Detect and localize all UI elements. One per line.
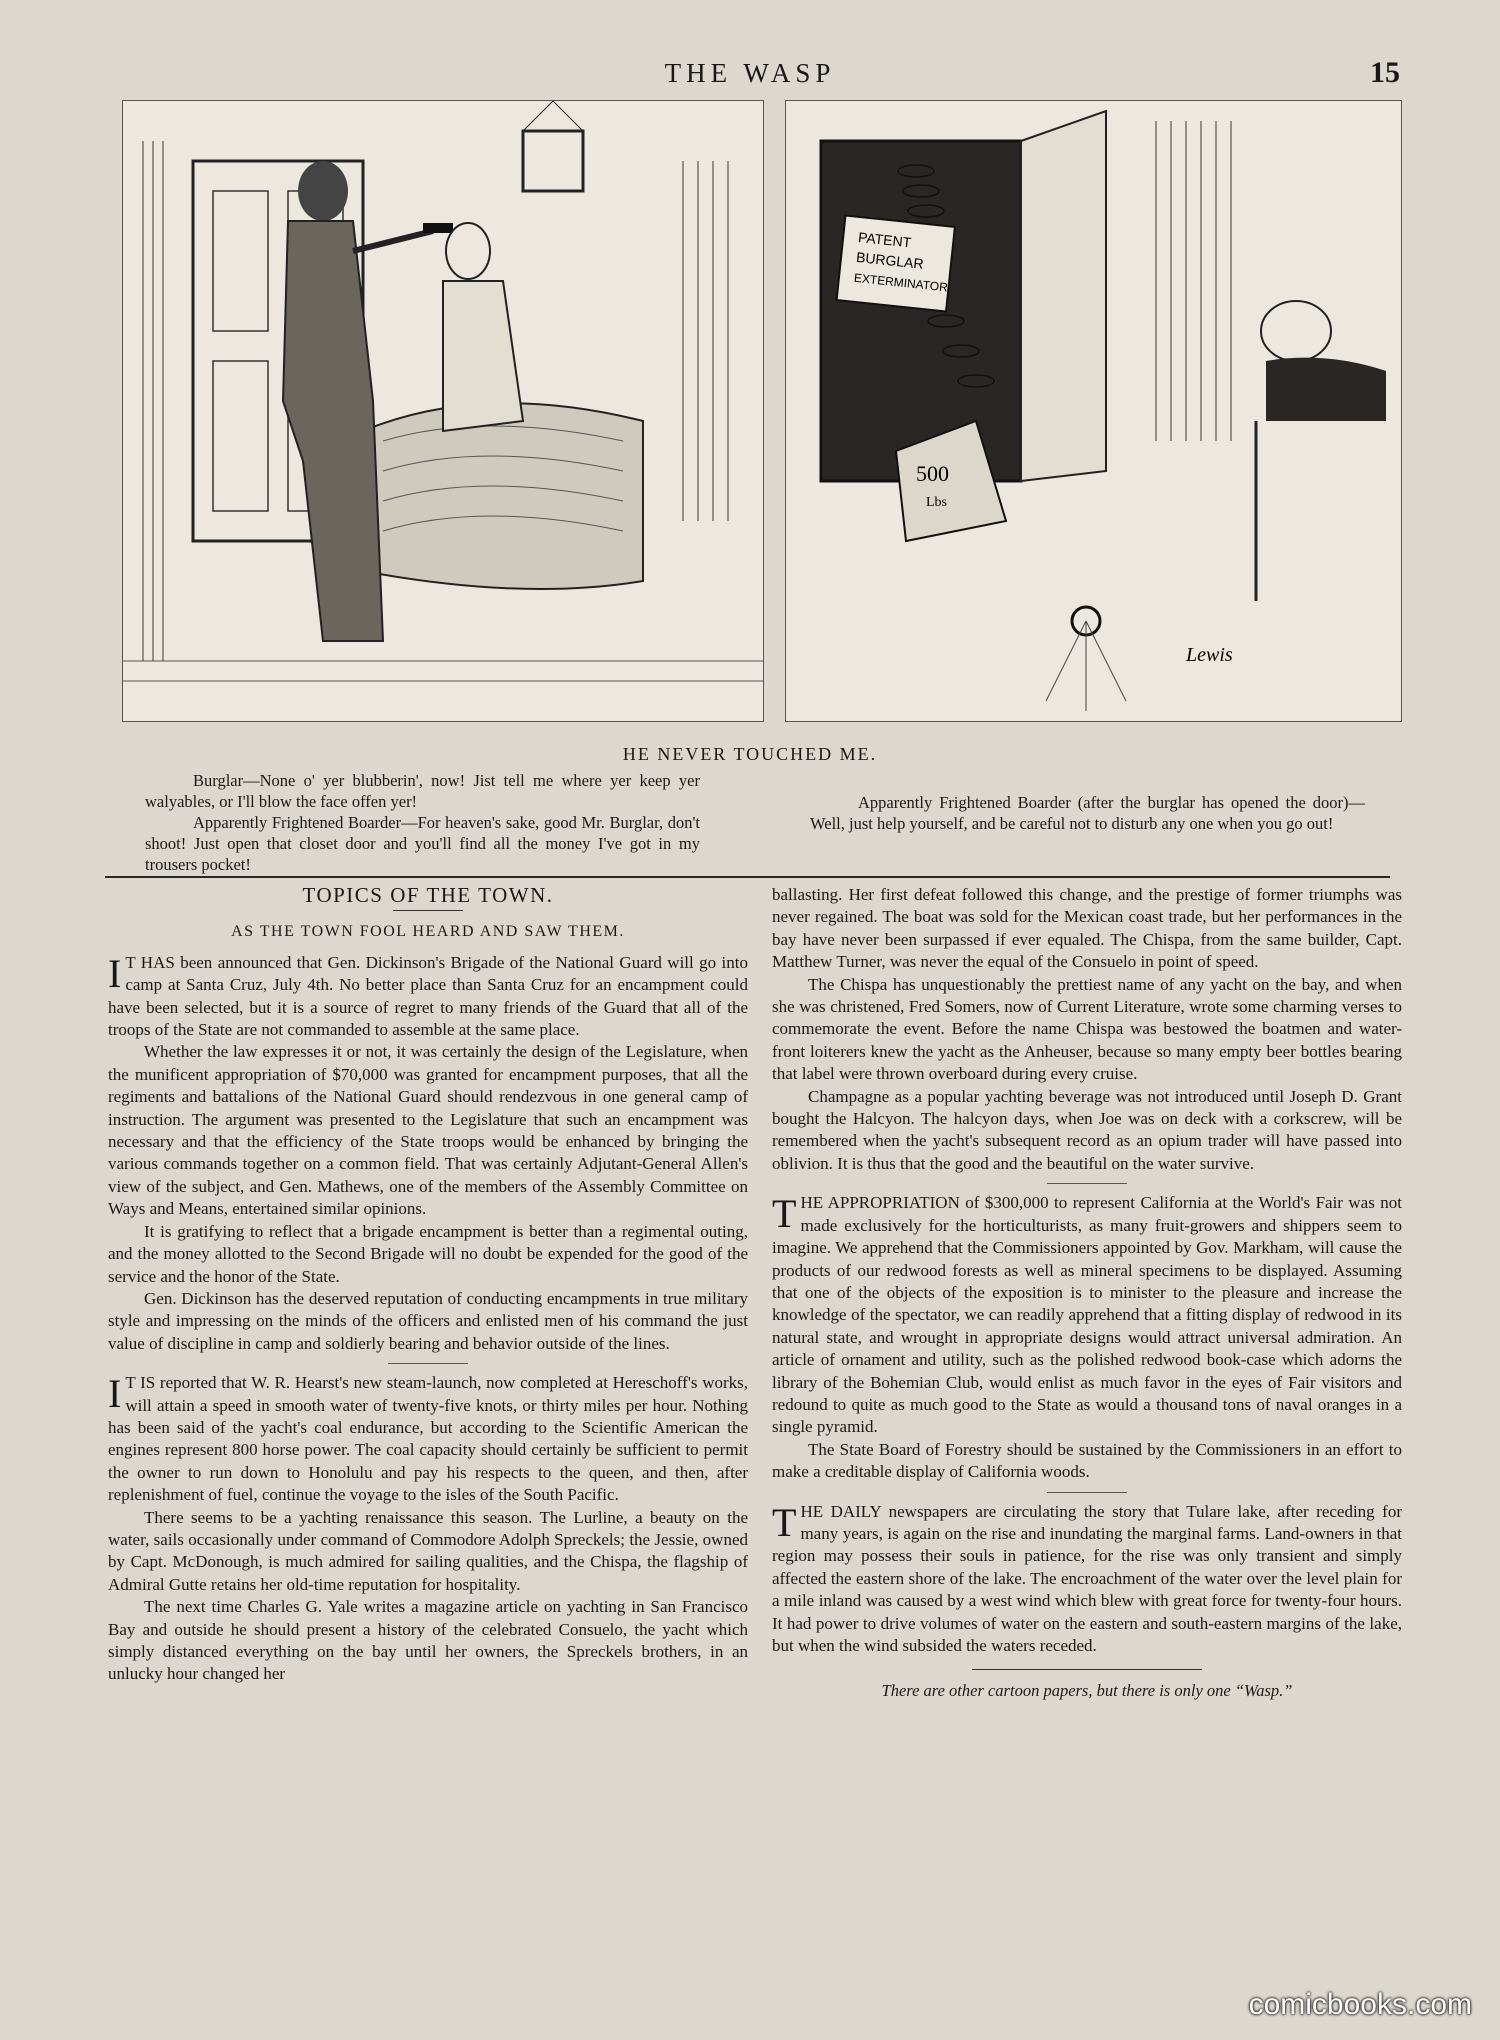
paragraph-text: The next time Charles G. Yale writes a magazine article on yachting in San Francisco Bay and outside he should present a history of the celebrated Consuelo, the yacht which simply distanced everything on the bay until her owners, the Spreckels brothers, in an unlucky hour changed her [108,1597,748,1684]
article-paragraph [108,1507,748,1597]
caption-burglar: Burglar—None o' yer blubberin', now! Jist tell me where yer keep yer walyables, or I'll blow the face offen yer! [145,771,700,811]
divider-rule [105,876,1390,878]
watermark: comicbooks.com [1248,1988,1472,2021]
paragraph-text: Gen. Dickinson has the deserved reputation of conducting encampments in true military style and impressing on the minds of the officers and enlisted men of his command the just value of discipline in camp and soldierly bearing and behavior outside of the lines. [108,1288,748,1353]
drop-cap: T [772,1499,797,1545]
paragraph-text: T HAS been announced that Gen. Dickinson's Brigade of the National Guard will go into camp at Santa Cruz, July 4th. No better place than Santa Cruz for an encampment could have been selected, but it is a source of regret to many friends of the Guard that all of the troops of the State are not commanded to assemble at the same place. [108,952,748,1040]
caption-boarder-reply: Apparently Frightened Boarder—For heaven's sake, good Mr. Burglar, don't shoot! Just open that closet door and you'll find all the money I've got in my trousers pocket! [145,813,700,874]
paragraph-text: The Chispa has unquestionably the prettiest name of any yacht on the bay, and when she was christened, Fred Somers, now of Current Literature, wrote some charming verses to commemorate the event. Before the name Chispa was bestowed the boatmen and water-front loiterers knew the yacht as the Anheuser, because so many empty beer bottles bearing that label were thrown overboard during every cruise. [772,974,1402,1084]
article-paragraph [108,1221,748,1288]
drop-cap: I [108,950,122,996]
sign-line-1: PATENT [857,228,913,251]
paragraph-text: Champagne as a popular yachting beverage was not introduced until Joseph D. Grant bought the Halcyon. The halcyon days, when Joe was on deck with a corkscrew, will be remembered when the yacht's subsequent record as an opium trader will have passed into oblivion. It is thus that the good and the beautiful on the water survive. [772,1086,1402,1173]
article-left-column [108,884,748,1686]
drop-cap: T [772,1191,797,1237]
closing-line: There are other cartoon papers, but there is only one “Wasp.” [881,1681,1293,1701]
section-separator [1047,1492,1127,1493]
paragraph-text: HE APPROPRIATION of $300,000 to represent California at the World's Fair was not made exclusively for the horticulturists, as many fruit-growers and shippers seem to imagine. We apprehend that the Commissioners appointed by Gov. Markham, will cause the products of our redwood forests as well as mineral specimens to be displayed. Assuming that one of the objects of the exposition is to minister to the pleasure and increase the knowledge of the spectator, we can readily apprehend that a fitting display of redwood in its natural state, and wrought in appropriate designs would attract universal admiration. An article of ornament and utility, such as the polished redwood book-case which adorns the library of the Bohemian Club, would enlist as much favor in the eyes of Fair visitors and redound to quite as much good to the State as would a thousand tons of naval oranges in a single pyramid. [772,1193,1402,1437]
section-separator [1047,1183,1127,1184]
cartoon-panel-left [122,100,764,722]
article-paragraph [108,1596,748,1686]
article-subtitle: AS THE TOWN FOOL HEARD AND SAW THEM. [231,923,625,941]
caption-right [810,792,1365,834]
article-paragraph [108,1372,748,1506]
article-paragraph [108,1288,748,1355]
article-title: TOPICS OF THE TOWN. [302,883,554,907]
burglar-threatening-illustration [123,101,763,721]
paragraph-text: It is gratifying to reflect that a brigade encampment is better than a regimental outing, and the money allotted to the Second Brigade will no doubt be expended for the good of the service and the honor of the State. [108,1221,748,1286]
paragraph-text: HE DAILY newspapers are circulating the story that Tulare lake, after receding for many years, is again on the rise and inundating the marginal farms. Land-owners in that region may possess their souls in patience, for the rise was only transient and simply affected the eastern shore of the lake. The encroachment of the water over the level plain for a mile inland was caused by a west wind which blew with great force for twenty-four hours. It had power to drive volumes of water on the eastern and south-eastern margins of the lake, but when the wind subsided the waters receded. [772,1501,1402,1655]
article-paragraph [772,1192,1402,1438]
closing-rule [972,1669,1202,1670]
burglar-exterminator-illustration [786,101,1401,721]
sign-line-3: EXTERMINATOR [853,270,949,295]
article-paragraph [108,952,748,1042]
cartoon-panel-right [785,100,1402,722]
drop-cap: I [108,1371,122,1417]
caption-boarder-after: Apparently Frightened Boarder (after the burglar has opened the door)—Well, just help yourself, and be careful not to disturb any one when you go out! [810,793,1365,833]
article-paragraph [772,1501,1402,1658]
cartoon-title: HE NEVER TOUCHED ME. [622,744,878,764]
paragraph-text: Whether the law expresses it or not, it was certainly the design of the Legislature, when the munificent appropriation of $70,000 was granted for encampment purposes, that all the regiments and battalions of the National Guard should rendezvous in one general camp of instruction. The argument was presented to the Legislature that such an encampment was necessary and that the efficiency of the State troops would be enhanced by bringing the various commands together on a common field. That was certainly Adjutant-General Allen's view of the subject, and Gen. Mathews, one of the members of the Assembly Committee on Ways and Means, entertained similar opinions. [108,1042,748,1219]
paragraph-text: ballasting. Her first defeat followed this change, and the prestige of former triumphs was never regained. The boat was sold for the Mexican coast trade, but her performances in the bay have never been surpassed if ever equaled. The Chispa, from the same builder, Capt. Matthew Turner, was never the equal of the Consuelo in point of speed. [772,885,1402,972]
paragraph-text: T IS reported that W. R. Hearst's new steam-launch, now completed at Hereschoff's works, will attain a speed in smooth water of twenty-five knots, or thirty miles per hour. Nothing has been said of the yacht's coal endurance, but according to the Scientific American the engines represent 800 horse power. The coal capacity should certainly be sufficient to permit the owner to run down to Honolulu and pay his respects to the queen, and then, after replenishment of fuel, continue the voyage to the isles of the South Pacific. [108,1373,748,1505]
article-paragraph [772,884,1402,974]
article-paragraph [108,1041,748,1220]
article-paragraph [772,1439,1402,1484]
weight-label-number: 500 [916,461,949,486]
caption-left [145,770,700,875]
paragraph-text: There seems to be a yachting renaissance this season. The Lurline, a beauty on the water, sails occasionally under command of Commodore Adolph Spreckels; the Jessie, owned by Capt. McDonough, is much admired for sailing qualities, and the Chispa, the flagship of Admiral Gutte retains her old-time reputation for hospitality. [108,1507,748,1594]
section-separator [388,1363,468,1364]
paragraph-text: The State Board of Forestry should be sustained by the Commissioners in an effort to make a creditable display of California woods. [772,1439,1402,1482]
weight-label-unit: Lbs [926,495,947,510]
article-paragraph [772,1086,1402,1176]
article-paragraph [772,974,1402,1086]
artist-signature: Lewis [1186,644,1233,666]
page-number: 15 [1370,56,1400,89]
running-head: THE WASP [664,58,836,88]
title-rule [393,910,463,911]
article-right-column [772,884,1402,1703]
sign-line-2: BURGLAR [855,248,925,272]
